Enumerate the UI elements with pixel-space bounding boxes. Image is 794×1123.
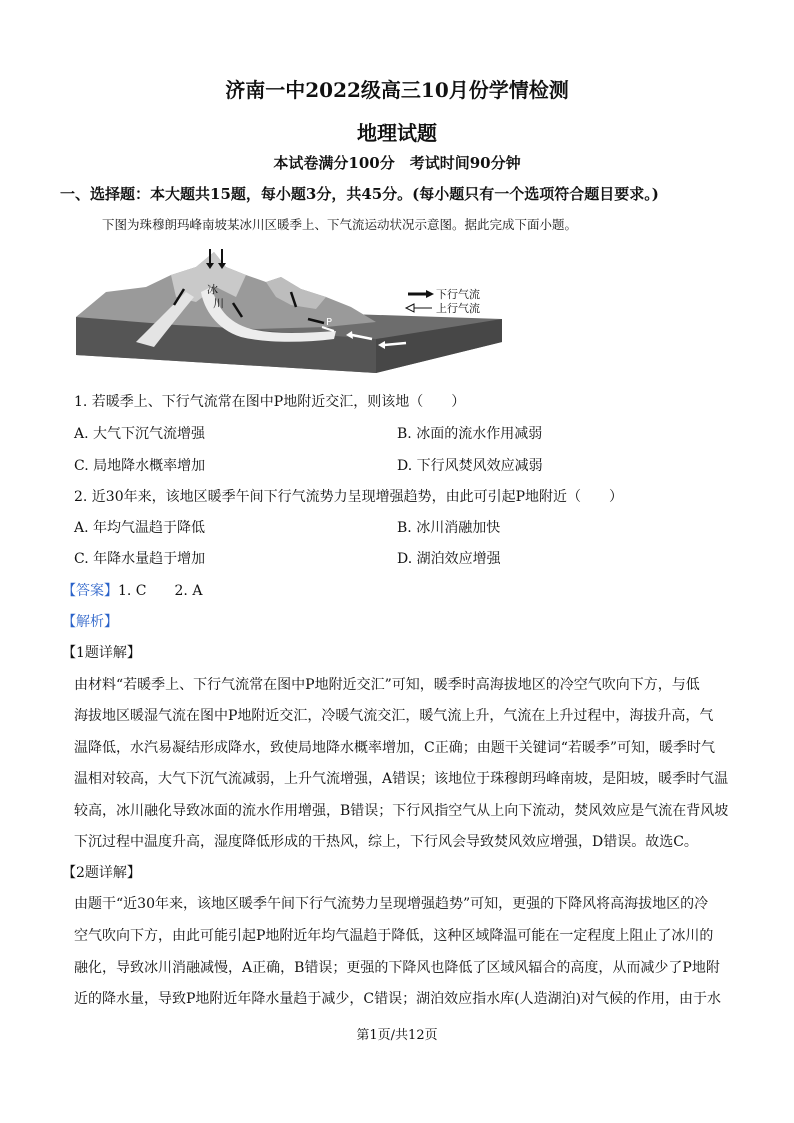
q2-option-b: B. 冰川消融加快 (397, 520, 501, 536)
legend-up-label: 上行气流 (436, 302, 480, 315)
detail-1-line: 海拔地区暖湿气流在图中P地附近交汇，冷暖气流交汇，暖气流上升，气流在上升过程中，海拔升高，气 (74, 708, 714, 724)
answer-text: 1. C 2. A (118, 583, 203, 599)
subject-title: 地理试题 (357, 121, 437, 145)
detail-2-line: 空气吹向下方，由此可能引起P地附近年均气温趋于降低，这种区域降温可能在一定程度上阻止了冰川的 (74, 928, 714, 944)
detail-1-line: 较高，冰川融化导致冰面的流水作用增强，B错误；下行风指空气从上向下流动，焚风效应是气流在背风坡 (74, 803, 729, 819)
q2-option-a: A. 年均气温趋于降低 (74, 520, 206, 536)
detail-2-line: 由题干“近30年来，该地区暖季午间下行气流势力呈现增强趋势”可知，更强的下降风将高海拔地区的冷 (74, 896, 709, 912)
q1-option-d: D. 下行风焚风效应减弱 (397, 458, 543, 474)
question-2-stem: 2. 近30年来，该地区暖季午间下行气流势力呈现增强趋势，由此可引起P地附近（ ） (74, 489, 624, 505)
legend-down-label: 下行气流 (436, 288, 480, 301)
exam-meta: 本试卷满分100分 考试时间90分钟 (273, 154, 521, 172)
answer-tag: 【答案】 (62, 583, 118, 599)
q1-option-b: B. 冰面的流水作用减弱 (397, 426, 543, 442)
q1-option-a: A. 大气下沉气流增强 (74, 426, 206, 442)
glacier-airflow-figure (76, 247, 502, 373)
legend-down-arrow-head (426, 290, 434, 298)
detail-2-tag: 【2题详解】 (62, 865, 141, 881)
detail-2-line: 近的降水量，导致P地附近年降水量趋于减少，C错误；湖泊效应指水库(人造湖泊)对气候的作用，由于水 (74, 991, 722, 1007)
detail-1-line: 下沉过程中温度升高，湿度降低形成的干热风，综上，下行风会导致焚风效应增强，D错误。故选C。 (74, 834, 698, 850)
page-footer: 第1页/共12页 (356, 1028, 438, 1043)
question-1-stem: 1. 若暖季上、下行气流常在图中P地附近交汇，则该地（ ） (74, 394, 466, 410)
figure-intro: 下图为珠穆朗玛峰南坡某冰川区暖季上、下气流运动状况示意图。据此完成下面小题。 (102, 217, 578, 232)
detail-2-line: 融化，导致冰川消融减慢，A正确，B错误；更强的下降风也降低了区域风辐合的高度，从而减少了P地附 (74, 960, 720, 976)
exam-title: 济南一中2022级高三10月份学情检测 (225, 78, 569, 102)
glacier-label-2: 川 (213, 297, 224, 310)
detail-1-tag: 【1题详解】 (62, 645, 141, 661)
detail-1-line: 温降低，水汽易凝结形成降水，致使局地降水概率增加，C正确；由题干关键词“若暖季”可知，暖季时气 (74, 740, 716, 756)
glacier-diagram (76, 247, 502, 373)
q1-option-c: C. 局地降水概率增加 (74, 458, 206, 474)
analysis-tag: 【解析】 (62, 614, 118, 630)
detail-1-line: 由材料“若暖季上、下行气流常在图中P地附近交汇”可知，暖季时高海拔地区的冷空气吹向下方，与低 (74, 677, 700, 693)
q2-option-d: D. 湖泊效应增强 (397, 551, 501, 567)
glacier-label-1: 冰 (207, 283, 218, 296)
point-p-label: P (326, 317, 333, 328)
q2-option-c: C. 年降水量趋于增加 (74, 551, 206, 567)
legend-up-arrow-head (406, 304, 414, 312)
section-heading: 一、选择题：本大题共15题，每小题3分，共45分。(每小题只有一个选项符合题目要求。) (60, 185, 659, 203)
detail-1-line: 温相对较高，大气下沉气流减弱，上升气流增强，A错误；该地位于珠穆朗玛峰南坡，是阳坡，暖季时气温 (74, 771, 729, 787)
answer-row (62, 580, 202, 600)
